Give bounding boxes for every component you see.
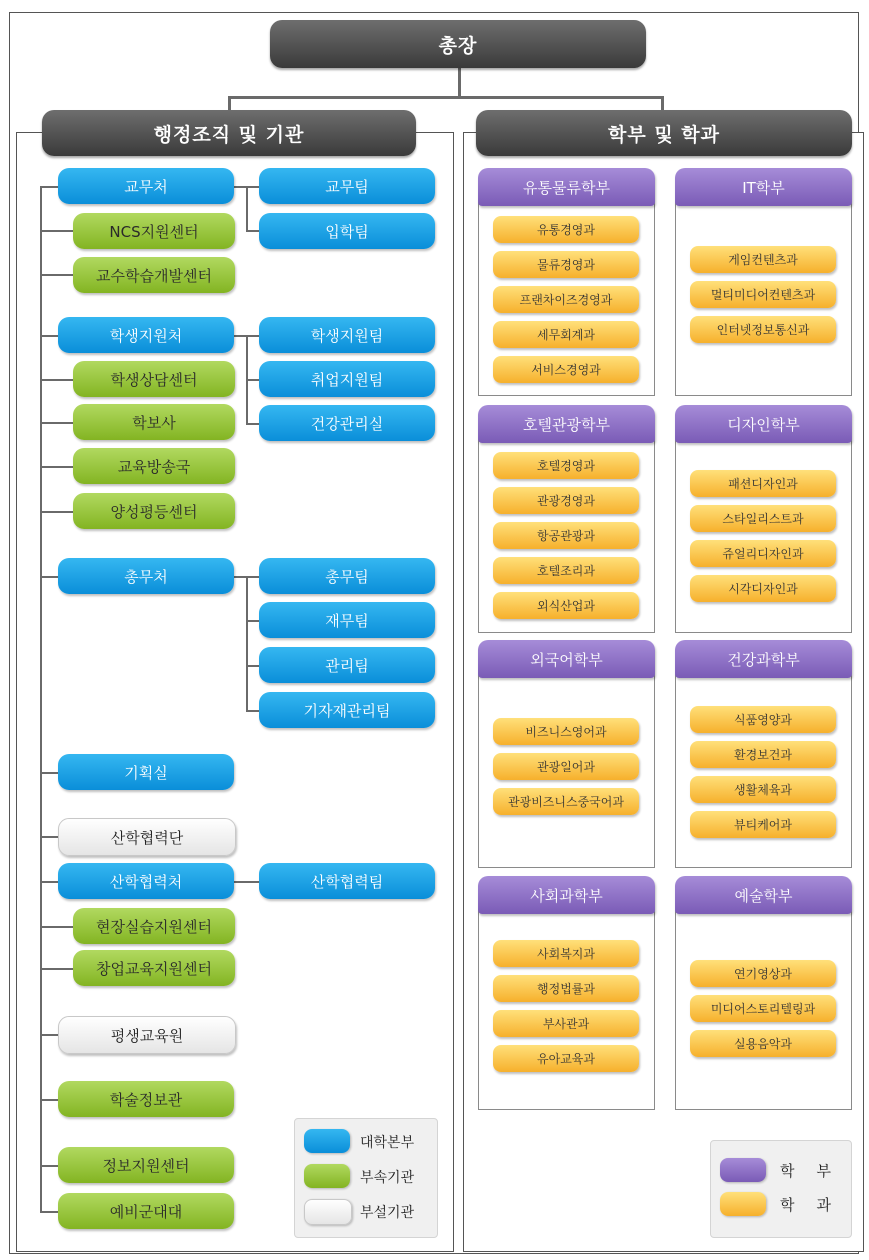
team-connector xyxy=(246,665,260,667)
team-connector xyxy=(246,576,248,712)
team-connector xyxy=(246,710,260,712)
branch xyxy=(40,186,60,188)
department-item: 행정법률과 xyxy=(493,975,639,1002)
admin-trunk xyxy=(40,186,42,1212)
division-header: 외국어학부 xyxy=(478,640,655,678)
unit-broadcasting: 교육방송국 xyxy=(73,448,235,484)
unit-reserve-unit: 예비군대대 xyxy=(58,1193,234,1229)
department-item: 프랜차이즈경영과 xyxy=(493,286,639,313)
unit-industry-foundation: 산학협력단 xyxy=(58,818,236,856)
branch xyxy=(40,511,74,513)
branch xyxy=(40,836,60,838)
unit-general-team: 총무팀 xyxy=(259,558,435,594)
legend-blue-label: 대학본부 xyxy=(360,1135,415,1151)
department-item: 환경보건과 xyxy=(690,741,836,768)
branch xyxy=(40,230,74,232)
unit-newspaper: 학보사 xyxy=(73,404,235,440)
department-item: 항공관광과 xyxy=(493,522,639,549)
branch xyxy=(40,422,74,424)
unit-lifelong-institute: 평생교육원 xyxy=(58,1016,236,1054)
department-item: 게임컨텐츠과 xyxy=(690,246,836,273)
department-item: 호텔조리과 xyxy=(493,557,639,584)
branch xyxy=(40,772,60,774)
branch xyxy=(40,576,60,578)
department-item: 관광경영과 xyxy=(493,487,639,514)
legend-purple-swatch xyxy=(720,1158,766,1182)
department-item: 부사관과 xyxy=(493,1010,639,1037)
branch xyxy=(40,881,60,883)
department-item: 유아교육과 xyxy=(493,1045,639,1072)
unit-counseling-center: 학생상담센터 xyxy=(73,361,235,397)
unit-it-center: 정보지원센터 xyxy=(58,1147,234,1183)
department-item: 유통경영과 xyxy=(493,216,639,243)
unit-teaching-center: 교수학습개발센터 xyxy=(73,257,235,293)
branch xyxy=(40,379,74,381)
department-item: 관광일어과 xyxy=(493,753,639,780)
legend-green-label: 부속기관 xyxy=(360,1170,415,1186)
department-item: 물류경영과 xyxy=(493,251,639,278)
department-item: 뷰티케어과 xyxy=(690,811,836,838)
unit-ncs-center: NCS지원센터 xyxy=(73,213,235,249)
department-item: 외식산업과 xyxy=(493,592,639,619)
legend-orange-swatch xyxy=(720,1192,766,1216)
academic-legend xyxy=(710,1140,852,1238)
division-header: 유통물류학부 xyxy=(478,168,655,206)
team-connector xyxy=(246,620,260,622)
department-item: 호텔경영과 xyxy=(493,452,639,479)
team-connector xyxy=(246,379,260,381)
division-frame xyxy=(478,894,655,1110)
division-header: 사회과학부 xyxy=(478,876,655,914)
department-item: 스타일리스트과 xyxy=(690,505,836,532)
unit-finance-team: 재무팀 xyxy=(259,602,435,638)
department-item: 인터넷정보통신과 xyxy=(690,316,836,343)
division-header: 호텔관광학부 xyxy=(478,405,655,443)
unit-planning-office: 기획실 xyxy=(58,754,234,790)
president-header: 총장 xyxy=(270,20,646,68)
division-header: 건강과학부 xyxy=(675,640,852,678)
legend-blue-swatch xyxy=(304,1129,350,1153)
department-item: 비즈니스영어과 xyxy=(493,718,639,745)
unit-general-affairs: 총무처 xyxy=(58,558,234,594)
unit-health-office: 건강관리실 xyxy=(259,405,435,441)
branch xyxy=(40,1034,60,1036)
unit-admissions-team: 입학팀 xyxy=(259,213,435,249)
team-connector xyxy=(246,230,260,232)
unit-employment-team: 취업지원팀 xyxy=(259,361,435,397)
department-item: 쥬얼리디자인과 xyxy=(690,540,836,567)
branch xyxy=(40,335,60,337)
department-item: 식품영양과 xyxy=(690,706,836,733)
connector xyxy=(458,68,461,98)
unit-industry-office: 산학협력처 xyxy=(58,863,234,899)
department-item: 멀티미디어컨텐츠과 xyxy=(690,281,836,308)
branch xyxy=(40,466,74,468)
department-item: 세무회계과 xyxy=(493,321,639,348)
unit-field-practice-center: 현장실습지원센터 xyxy=(73,908,235,944)
unit-student-support: 학생지원처 xyxy=(58,317,234,353)
legend-purple-label: 학부 xyxy=(780,1162,853,1180)
team-connector xyxy=(246,423,260,425)
division-header: 디자인학부 xyxy=(675,405,852,443)
legend-white-swatch xyxy=(304,1199,352,1225)
unit-academic-affairs-team: 교무팀 xyxy=(259,168,435,204)
unit-equipment-team: 기자재관리팀 xyxy=(259,692,435,728)
admin-header: 행정조직 및 기관 xyxy=(42,110,416,156)
department-item: 패션디자인과 xyxy=(690,470,836,497)
unit-student-support-team: 학생지원팀 xyxy=(259,317,435,353)
division-header: 예술학부 xyxy=(675,876,852,914)
department-item: 시각디자인과 xyxy=(690,575,836,602)
team-connector xyxy=(234,881,260,883)
connector xyxy=(228,96,663,99)
unit-industry-team: 산학협력팀 xyxy=(259,863,435,899)
department-item: 미디어스토리텔링과 xyxy=(690,995,836,1022)
unit-management-team: 관리팀 xyxy=(259,647,435,683)
department-item: 생활체육과 xyxy=(690,776,836,803)
department-item: 사회복지과 xyxy=(493,940,639,967)
division-header: IT학부 xyxy=(675,168,852,206)
branch xyxy=(40,926,74,928)
unit-library: 학술정보관 xyxy=(58,1081,234,1117)
legend-green-swatch xyxy=(304,1164,350,1188)
branch xyxy=(40,274,74,276)
branch xyxy=(40,968,74,970)
unit-gender-center: 양성평등센터 xyxy=(73,493,235,529)
department-item: 관광비즈니스중국어과 xyxy=(493,788,639,815)
department-item: 연기영상과 xyxy=(690,960,836,987)
unit-startup-center: 창업교육지원센터 xyxy=(73,950,235,986)
academic-header: 학부 및 학과 xyxy=(476,110,852,156)
department-item: 실용음악과 xyxy=(690,1030,836,1057)
legend-orange-label: 학과 xyxy=(780,1196,853,1214)
department-item: 서비스경영과 xyxy=(493,356,639,383)
legend-white-label: 부설기관 xyxy=(360,1205,415,1221)
unit-academic-affairs: 교무처 xyxy=(58,168,234,204)
team-connector xyxy=(246,186,248,232)
